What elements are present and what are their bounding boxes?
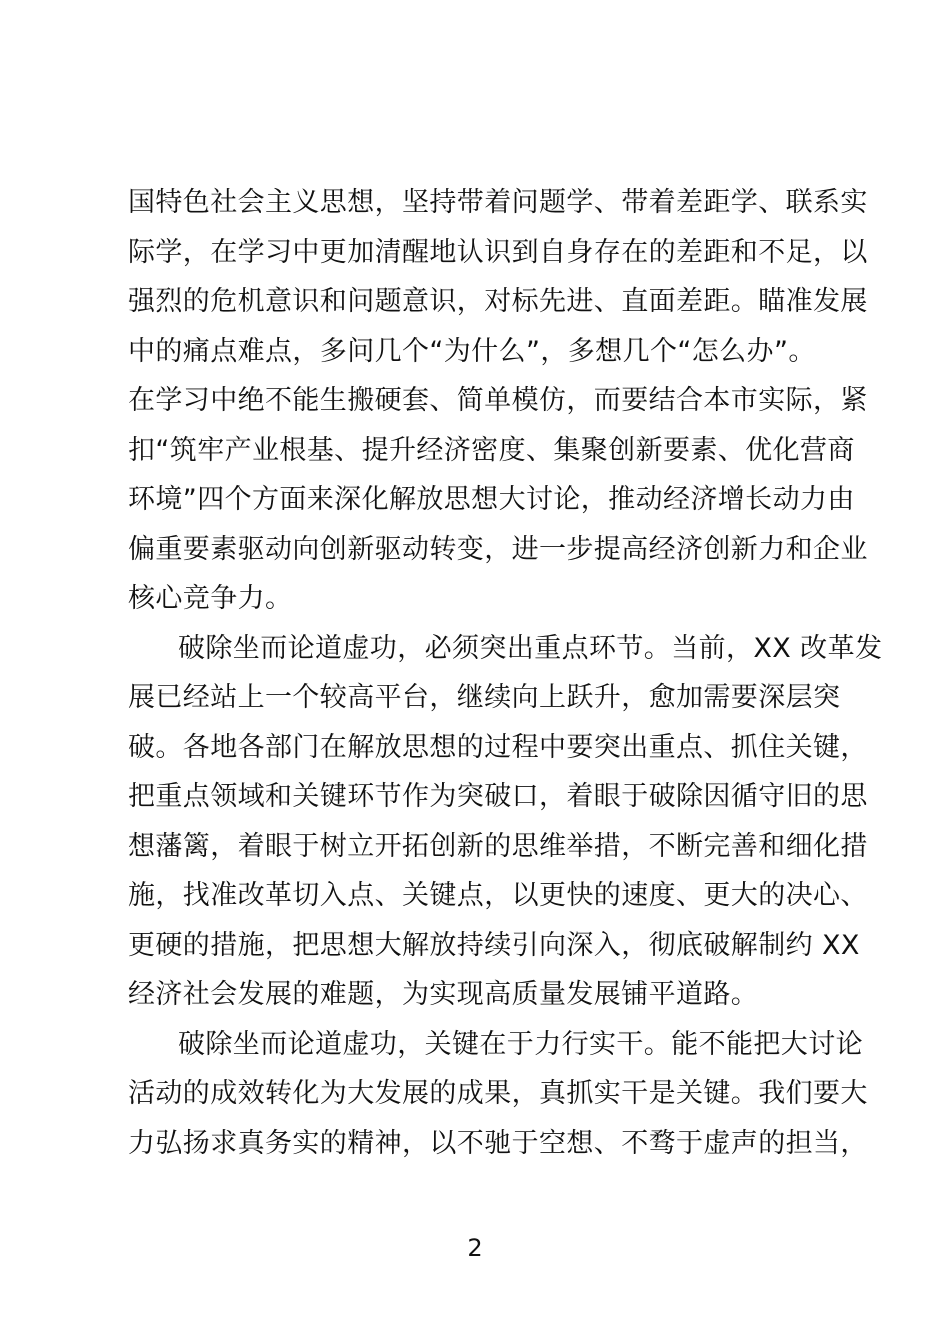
paragraph-first-line: 破除坐而论道虚功，关键在于力行实干。能不能把大讨论 — [178, 1028, 863, 1060]
text-line: 活动的成效转化为大发展的成果，真抓实干是关键。我们要大 — [128, 1078, 868, 1109]
paragraph-first-line: 破除坐而论道虚功，必须突出重点环节。当前，XX 改革发 — [178, 632, 883, 664]
text-line: 国特色社会主义思想，坚持带着问题学、带着差距学、联系实 — [128, 187, 868, 218]
text-line: 核心竞争力。 — [128, 583, 293, 614]
text-line: 施，找准改革切入点、关键点，以更快的速度、更大的决心、 — [128, 880, 868, 911]
text-line: 强烈的危机意识和问题意识，对标先进、直面差距。瞄准发展 — [128, 286, 868, 317]
text-line: 破。各地各部门在解放思想的过程中要突出重点、抓住关键， — [128, 731, 868, 763]
page-number: 2 — [467, 1234, 483, 1262]
text-line: 经济社会发展的难题，为实现高质量发展铺平道路。 — [128, 979, 759, 1010]
text-line: 更硬的措施，把思想大解放持续引向深入，彻底破解制约 XX — [128, 929, 860, 961]
text-line: 把重点领域和关键环节作为突破口，着眼于破除因循守旧的思 — [128, 781, 868, 812]
text-line: 想藩篱，着眼于树立开拓创新的思维举措，不断完善和细化措 — [128, 830, 868, 862]
text-line: 际学，在学习中更加清醒地认识到自身存在的差距和不足，以 — [128, 236, 868, 268]
text-line: 展已经站上一个较高平台，继续向上跃升，愈加需要深层突 — [128, 682, 841, 713]
text-line: 中的痛点难点，多问几个“为什么”，多想几个“怎么办”。 — [128, 335, 816, 367]
text-line: 偏重要素驱动向创新驱动转变，进一步提高经济创新力和企业 — [128, 533, 868, 565]
text-line: 扣“筑牢产业根基、提升经济密度、集聚创新要素、优化营商 — [128, 434, 855, 466]
text-line: 在学习中绝不能生搬硬套、简单模仿，而要结合本市实际，紧 — [128, 385, 868, 416]
body-text — [128, 178, 883, 1168]
text-line: 力弘扬求真务实的精神，以不驰于空想、不骛于虚声的担当， — [128, 1127, 868, 1159]
text-line: 环境”四个方面来深化解放思想大讨论，推动经济增长动力由 — [128, 484, 855, 515]
